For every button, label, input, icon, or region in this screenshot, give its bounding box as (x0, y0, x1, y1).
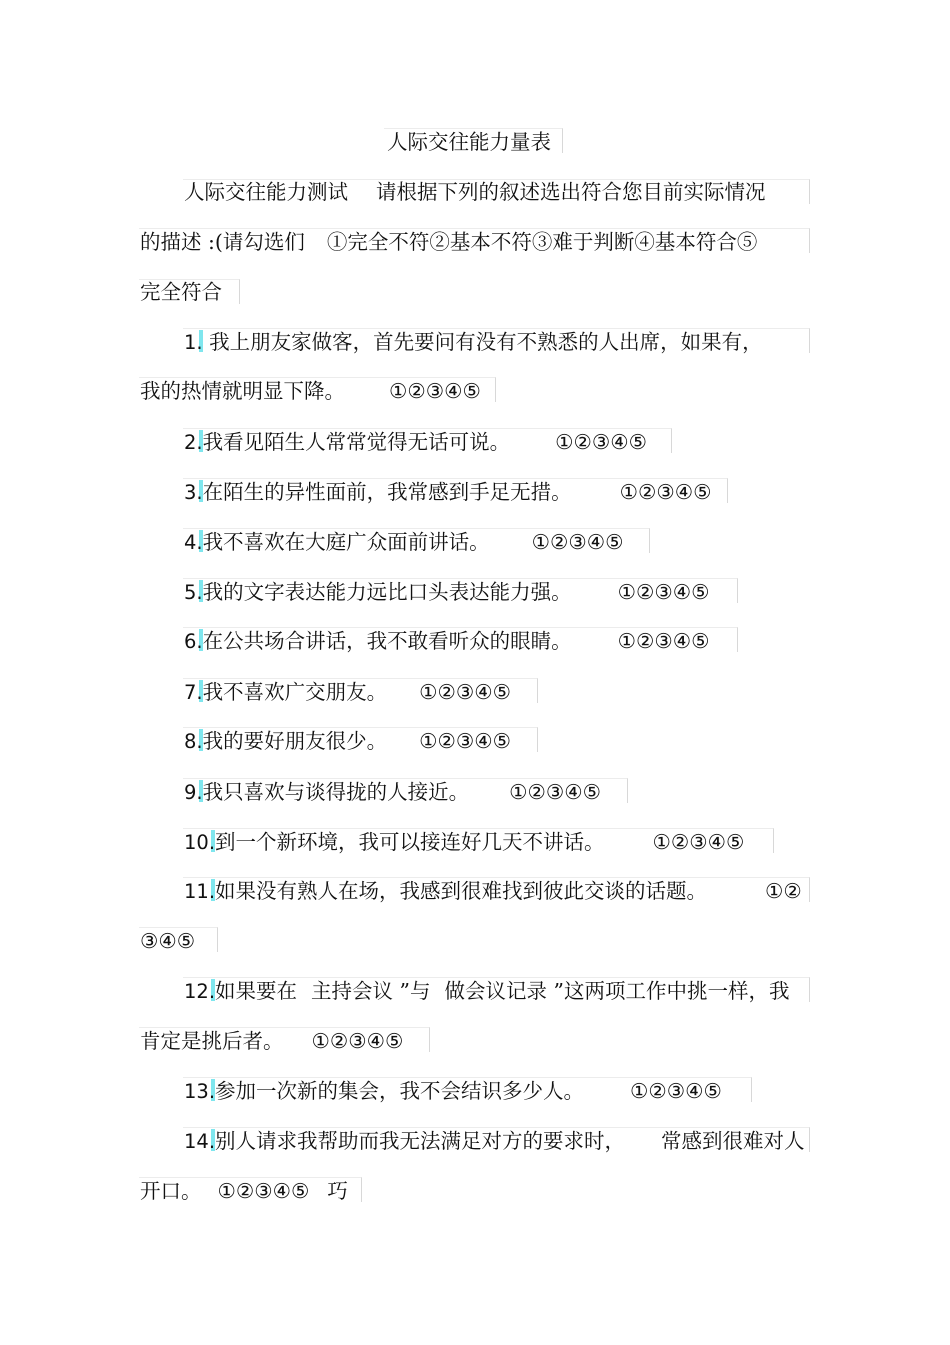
answer-options[interactable]: ①②③④⑤ (509, 780, 602, 804)
intro-line-3: 完全符合 (140, 280, 222, 304)
item-text: 巧 (327, 1179, 348, 1203)
answer-options[interactable]: ①②③④⑤ (630, 1079, 722, 1103)
item-5 (184, 579, 710, 606)
item-4 (184, 529, 624, 556)
item-text: 我的要好朋友很少。 (202, 729, 388, 753)
item-separator: . (196, 431, 203, 454)
item-9 (184, 779, 601, 806)
item-6 (184, 628, 710, 655)
item-separator: . (196, 331, 203, 354)
intro-line-2 (140, 229, 757, 255)
item-13 (184, 1078, 722, 1105)
item-separator: . (208, 980, 216, 1003)
item-text: 在公共场合讲话，我不敢看听众的眼睛。 (202, 629, 572, 653)
answer-options[interactable]: ①②③④⑤ (617, 629, 710, 653)
item-text: 主持会议 ”与 (311, 979, 431, 1003)
item-number: 1 (184, 331, 197, 354)
item-10 (184, 829, 744, 856)
item-1-cont (140, 378, 481, 404)
answer-options[interactable]: ①②③④⑤ (555, 430, 648, 454)
item-text: 参加一次新的集会，我不会结识多少人。 (215, 1079, 585, 1103)
item-separator: . (208, 880, 216, 903)
item-separator: . (208, 831, 216, 854)
item-number: 3 (184, 481, 197, 504)
item-text: 开口。 (140, 1179, 202, 1203)
item-14 (184, 1128, 805, 1155)
answer-options[interactable]: ①②③④⑤ (389, 379, 481, 403)
item-2 (184, 429, 647, 456)
item-text: 我看见陌生人常常觉得无话可说。 (202, 430, 511, 454)
answer-options[interactable]: ①②③④⑤ (419, 729, 512, 753)
item-number: 7 (184, 681, 197, 704)
item-text: 在陌生的异性面前，我常感到手足无措。 (202, 480, 572, 504)
answer-options[interactable]: ①②③④⑤ (311, 1029, 404, 1053)
item-separator: . (196, 781, 203, 804)
item-8 (184, 728, 511, 755)
item-separator: . (196, 730, 203, 753)
item-number: 13 (184, 1080, 209, 1103)
item-separator: . (196, 481, 203, 504)
answer-options[interactable]: ①②③④⑤ (652, 830, 745, 854)
item-14-cont (140, 1178, 348, 1204)
answer-options[interactable]: ①② (765, 879, 802, 903)
item-separator: . (196, 531, 203, 554)
item-number: 8 (184, 730, 197, 753)
item-number: 14 (184, 1130, 209, 1153)
item-text: 我不喜欢在大庭广众面前讲话。 (202, 530, 490, 554)
item-text: 我的文字表达能力远比口头表达能力强。 (202, 580, 572, 604)
item-number: 10 (184, 831, 209, 854)
item-separator: . (196, 630, 203, 653)
item-number: 5 (184, 581, 197, 604)
answer-options[interactable]: ①②③④⑤ (531, 530, 624, 554)
item-separator: . (208, 1130, 216, 1153)
item-separator: . (208, 1080, 216, 1103)
item-12-cont (140, 1028, 403, 1054)
item-text: 我只喜欢与谈得拢的人接近。 (202, 780, 470, 804)
answer-options[interactable]: ①②③④⑤ (619, 480, 712, 504)
item-11-cont (140, 928, 195, 954)
item-7 (184, 679, 511, 706)
item-number: 11 (184, 880, 209, 903)
item-1 (184, 329, 763, 356)
intro-scale: ①完全不符②基本不符③难于判断④基本符合⑤ (326, 230, 758, 254)
item-text: 如果要在 (215, 979, 298, 1003)
item-number: 2 (184, 431, 197, 454)
intro-description: 的描述 :(请勾选们 (140, 230, 305, 254)
item-text: 常感到很难对人 (661, 1129, 805, 1153)
item-text: 别人请求我帮助而我无法满足对方的要求时， (215, 1129, 626, 1153)
item-separator: . (196, 581, 203, 604)
answer-options[interactable]: ①②③④⑤ (617, 580, 710, 604)
item-text: 我的热情就明显下降。 (140, 379, 345, 403)
intro-line-1 (184, 179, 766, 205)
item-text: 我不喜欢广交朋友。 (202, 680, 388, 704)
page-title: 人际交往能力量表 (387, 130, 551, 154)
item-number: 12 (184, 980, 209, 1003)
intro-test-name: 人际交往能力测试 (184, 180, 348, 204)
item-number: 9 (184, 781, 197, 804)
item-12 (184, 978, 790, 1005)
item-text: 我上朋友家做客，首先要问有没有不熟悉的人出席，如果有， (202, 330, 763, 354)
item-number: 6 (184, 630, 197, 653)
item-text: 到一个新环境，我可以接连好几天不讲话。 (215, 830, 605, 854)
item-number: 4 (184, 531, 197, 554)
intro-instruction: 请根据下列的叙述选出符合您目前实际情况 (376, 180, 766, 204)
answer-options[interactable]: ①②③④⑤ (217, 1179, 310, 1203)
item-text: 做会议记录 ”这两项工作中挑一样，我 (444, 979, 790, 1003)
item-3 (184, 479, 712, 506)
item-text: 肯定是挑后者。 (140, 1029, 284, 1053)
item-11 (184, 878, 802, 905)
answer-options[interactable]: ③④⑤ (140, 929, 196, 953)
item-text: 如果没有熟人在场，我感到很难找到彼此交谈的话题。 (215, 879, 708, 903)
item-separator: . (196, 681, 203, 704)
answer-options[interactable]: ①②③④⑤ (419, 680, 512, 704)
